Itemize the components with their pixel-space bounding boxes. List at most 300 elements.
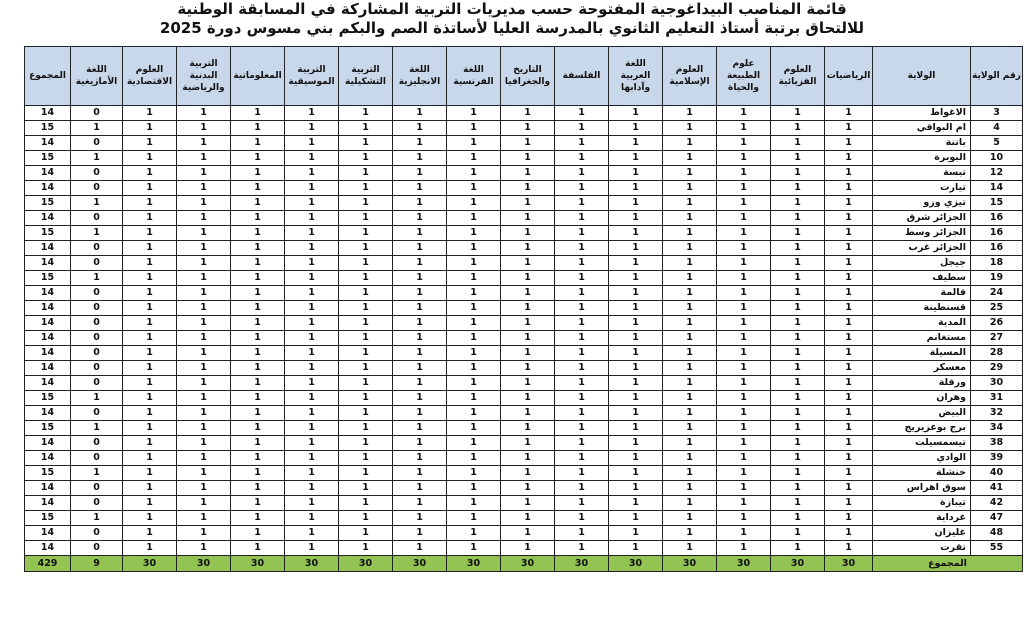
positions-cell: 1 — [447, 376, 501, 391]
positions-cell: 1 — [555, 151, 609, 166]
positions-cell: 1 — [339, 271, 393, 286]
positions-cell: 1 — [501, 226, 555, 241]
positions-cell: 1 — [177, 511, 231, 526]
positions-cell: 1 — [717, 346, 771, 361]
positions-cell: 1 — [339, 151, 393, 166]
positions-cell: 1 — [393, 211, 447, 226]
table-row — [25, 151, 1023, 166]
positions-cell: 1 — [123, 271, 177, 286]
positions-cell: 1 — [663, 496, 717, 511]
positions-cell: 1 — [177, 526, 231, 541]
positions-cell: 1 — [177, 301, 231, 316]
positions-cell: 1 — [393, 166, 447, 181]
wilaya-name-cell: الاغواط — [873, 106, 971, 121]
positions-cell: 1 — [231, 511, 285, 526]
positions-cell: 1 — [609, 241, 663, 256]
positions-cell: 1 — [501, 451, 555, 466]
positions-cell: 1 — [501, 481, 555, 496]
positions-cell: 1 — [285, 451, 339, 466]
column-header: اللغة العربية وآدابها — [609, 47, 663, 106]
positions-cell: 1 — [177, 346, 231, 361]
positions-cell: 1 — [717, 466, 771, 481]
positions-cell: 1 — [339, 121, 393, 136]
table-row — [25, 256, 1023, 271]
positions-cell: 1 — [609, 496, 663, 511]
positions-cell: 1 — [393, 376, 447, 391]
positions-cell: 1 — [717, 406, 771, 421]
positions-cell: 1 — [177, 106, 231, 121]
wilaya-code-cell: 4 — [971, 121, 1023, 136]
positions-cell: 1 — [501, 526, 555, 541]
positions-cell: 1 — [555, 106, 609, 121]
positions-cell: 1 — [123, 481, 177, 496]
positions-cell: 1 — [663, 526, 717, 541]
positions-cell: 1 — [447, 466, 501, 481]
positions-cell: 1 — [339, 211, 393, 226]
positions-cell: 1 — [393, 481, 447, 496]
positions-cell: 1 — [177, 136, 231, 151]
positions-cell: 1 — [393, 391, 447, 406]
positions-cell: 1 — [231, 361, 285, 376]
positions-cell: 1 — [339, 181, 393, 196]
positions-cell: 1 — [771, 121, 825, 136]
positions-cell: 1 — [285, 226, 339, 241]
positions-cell: 1 — [663, 301, 717, 316]
positions-cell: 1 — [825, 436, 873, 451]
positions-cell: 1 — [177, 196, 231, 211]
wilaya-name-cell: قسنطينة — [873, 301, 971, 316]
row-total-cell: 14 — [25, 496, 71, 511]
positions-cell: 1 — [717, 541, 771, 556]
positions-cell: 1 — [717, 496, 771, 511]
positions-cell: 1 — [717, 436, 771, 451]
positions-cell: 1 — [717, 181, 771, 196]
column-header: الولاية — [873, 47, 971, 106]
positions-cell: 1 — [501, 121, 555, 136]
wilaya-name-cell: غرداية — [873, 511, 971, 526]
wilaya-code-cell: 12 — [971, 166, 1023, 181]
row-total-cell: 15 — [25, 271, 71, 286]
table-row — [25, 301, 1023, 316]
positions-cell: 1 — [663, 376, 717, 391]
positions-cell: 1 — [177, 256, 231, 271]
positions-cell: 1 — [771, 526, 825, 541]
row-total-cell: 15 — [25, 196, 71, 211]
positions-cell: 1 — [393, 241, 447, 256]
positions-cell: 1 — [501, 106, 555, 121]
wilaya-code-cell: 28 — [971, 346, 1023, 361]
positions-cell: 1 — [663, 391, 717, 406]
positions-cell: 1 — [231, 166, 285, 181]
positions-cell: 1 — [339, 436, 393, 451]
positions-cell: 1 — [501, 376, 555, 391]
positions-cell: 1 — [609, 391, 663, 406]
column-header: علوم الطبيعة والحياة — [717, 47, 771, 106]
table-row — [25, 391, 1023, 406]
positions-cell: 1 — [339, 406, 393, 421]
positions-cell: 1 — [231, 151, 285, 166]
positions-cell: 1 — [501, 166, 555, 181]
amazigh-cell: 0 — [71, 241, 123, 256]
positions-cell: 1 — [663, 541, 717, 556]
positions-cell: 1 — [285, 286, 339, 301]
wilaya-code-cell: 3 — [971, 106, 1023, 121]
amazigh-cell: 0 — [71, 541, 123, 556]
positions-cell: 1 — [285, 481, 339, 496]
positions-cell: 1 — [825, 241, 873, 256]
table-row — [25, 181, 1023, 196]
positions-cell: 1 — [231, 331, 285, 346]
positions-cell: 1 — [663, 256, 717, 271]
positions-cell: 1 — [717, 166, 771, 181]
positions-cell: 1 — [339, 301, 393, 316]
positions-cell: 1 — [231, 196, 285, 211]
positions-cell: 1 — [285, 196, 339, 211]
positions-cell: 1 — [825, 451, 873, 466]
positions-cell: 1 — [393, 301, 447, 316]
wilaya-code-cell: 29 — [971, 361, 1023, 376]
table-row — [25, 376, 1023, 391]
positions-cell: 1 — [771, 511, 825, 526]
table-row — [25, 271, 1023, 286]
positions-cell: 1 — [825, 196, 873, 211]
positions-cell: 1 — [393, 316, 447, 331]
positions-cell: 1 — [285, 136, 339, 151]
positions-cell: 1 — [447, 286, 501, 301]
row-total-cell: 14 — [25, 526, 71, 541]
wilaya-code-cell: 15 — [971, 196, 1023, 211]
positions-cell: 1 — [555, 526, 609, 541]
positions-cell: 1 — [177, 151, 231, 166]
positions-cell: 1 — [717, 211, 771, 226]
wilaya-name-cell: باتنة — [873, 136, 971, 151]
positions-cell: 1 — [177, 331, 231, 346]
table-row — [25, 436, 1023, 451]
wilaya-code-cell: 55 — [971, 541, 1023, 556]
positions-cell: 1 — [447, 106, 501, 121]
positions-cell: 1 — [609, 376, 663, 391]
row-total-cell: 15 — [25, 421, 71, 436]
column-header: اللغة الفرنسية — [447, 47, 501, 106]
column-header: الفلسفة — [555, 47, 609, 106]
positions-cell: 1 — [285, 211, 339, 226]
positions-cell: 1 — [609, 301, 663, 316]
wilaya-code-cell: 14 — [971, 181, 1023, 196]
positions-cell: 1 — [123, 121, 177, 136]
positions-cell: 1 — [825, 286, 873, 301]
column-header: التربية البدنية والرياضية — [177, 47, 231, 106]
positions-cell: 1 — [177, 181, 231, 196]
positions-cell: 1 — [339, 106, 393, 121]
positions-cell: 1 — [771, 241, 825, 256]
table-row — [25, 496, 1023, 511]
wilaya-name-cell: تيارت — [873, 181, 971, 196]
total-cell: 30 — [609, 556, 663, 572]
column-header: المجموع — [25, 47, 71, 106]
positions-cell: 1 — [663, 511, 717, 526]
positions-cell: 1 — [393, 256, 447, 271]
positions-cell: 1 — [555, 436, 609, 451]
positions-cell: 1 — [231, 346, 285, 361]
total-cell: 30 — [663, 556, 717, 572]
amazigh-cell: 0 — [71, 166, 123, 181]
wilaya-code-cell: 25 — [971, 301, 1023, 316]
positions-cell: 1 — [771, 346, 825, 361]
positions-cell: 1 — [717, 451, 771, 466]
positions-cell: 1 — [393, 451, 447, 466]
positions-cell: 1 — [771, 196, 825, 211]
positions-cell: 1 — [663, 286, 717, 301]
table-header-row — [25, 47, 1023, 106]
positions-cell: 1 — [555, 331, 609, 346]
positions-cell: 1 — [177, 496, 231, 511]
positions-cell: 1 — [825, 466, 873, 481]
wilaya-code-cell: 16 — [971, 211, 1023, 226]
positions-cell: 1 — [771, 421, 825, 436]
positions-cell: 1 — [501, 136, 555, 151]
positions-cell: 1 — [393, 151, 447, 166]
positions-cell: 1 — [285, 331, 339, 346]
positions-cell: 1 — [717, 526, 771, 541]
positions-cell: 1 — [285, 421, 339, 436]
positions-cell: 1 — [123, 301, 177, 316]
positions-cell: 1 — [447, 211, 501, 226]
row-total-cell: 14 — [25, 376, 71, 391]
wilaya-code-cell: 26 — [971, 316, 1023, 331]
row-total-cell: 14 — [25, 181, 71, 196]
positions-cell: 1 — [393, 271, 447, 286]
total-cell: 30 — [825, 556, 873, 572]
positions-cell: 1 — [663, 331, 717, 346]
positions-cell: 1 — [231, 256, 285, 271]
positions-cell: 1 — [771, 436, 825, 451]
positions-cell: 1 — [825, 106, 873, 121]
positions-cell: 1 — [177, 166, 231, 181]
total-cell: 30 — [123, 556, 177, 572]
amazigh-cell: 1 — [71, 226, 123, 241]
positions-cell: 1 — [555, 226, 609, 241]
wilaya-name-cell: تقرت — [873, 541, 971, 556]
amazigh-cell: 0 — [71, 496, 123, 511]
positions-cell: 1 — [177, 241, 231, 256]
positions-cell: 1 — [231, 211, 285, 226]
total-label: المجموع — [873, 556, 1023, 572]
total-cell: 30 — [717, 556, 771, 572]
wilaya-name-cell: الوادي — [873, 451, 971, 466]
table-row — [25, 106, 1023, 121]
positions-cell: 1 — [663, 451, 717, 466]
positions-cell: 1 — [177, 211, 231, 226]
positions-cell: 1 — [609, 451, 663, 466]
positions-cell: 1 — [663, 166, 717, 181]
table-row — [25, 346, 1023, 361]
positions-cell: 1 — [501, 466, 555, 481]
positions-cell: 1 — [393, 106, 447, 121]
row-total-cell: 14 — [25, 361, 71, 376]
total-cell: 30 — [501, 556, 555, 572]
positions-cell: 1 — [825, 136, 873, 151]
column-header: المعلوماتية — [231, 47, 285, 106]
document-title-line-2: للالتحاق برتبة أستاذ التعليم الثانوي بالمدرسة العليا لأساتذة الصم والبكم بني مسوس دورة 2025 — [159, 19, 865, 37]
positions-cell: 1 — [663, 316, 717, 331]
row-total-cell: 15 — [25, 391, 71, 406]
positions-cell: 1 — [177, 436, 231, 451]
positions-cell: 1 — [609, 151, 663, 166]
positions-cell: 1 — [339, 466, 393, 481]
total-cell: 30 — [177, 556, 231, 572]
positions-cell: 1 — [555, 316, 609, 331]
positions-cell: 1 — [339, 241, 393, 256]
wilaya-code-cell: 41 — [971, 481, 1023, 496]
positions-cell: 1 — [447, 181, 501, 196]
positions-cell: 1 — [447, 406, 501, 421]
positions-cell: 1 — [231, 451, 285, 466]
table-row — [25, 226, 1023, 241]
positions-cell: 1 — [447, 316, 501, 331]
positions-cell: 1 — [771, 286, 825, 301]
positions-cell: 1 — [393, 226, 447, 241]
wilaya-name-cell: البيض — [873, 406, 971, 421]
amazigh-cell: 1 — [71, 271, 123, 286]
positions-cell: 1 — [447, 496, 501, 511]
column-header: التاريخ والجغرافيا — [501, 47, 555, 106]
positions-cell: 1 — [825, 121, 873, 136]
positions-cell: 1 — [555, 421, 609, 436]
row-total-cell: 14 — [25, 301, 71, 316]
positions-cell: 1 — [339, 136, 393, 151]
positions-cell: 1 — [123, 256, 177, 271]
positions-cell: 1 — [393, 541, 447, 556]
wilaya-code-cell: 19 — [971, 271, 1023, 286]
positions-cell: 1 — [339, 451, 393, 466]
positions-cell: 1 — [231, 316, 285, 331]
positions-cell: 1 — [447, 121, 501, 136]
wilaya-name-cell: غليزان — [873, 526, 971, 541]
positions-cell: 1 — [285, 151, 339, 166]
positions-cell: 1 — [447, 271, 501, 286]
positions-cell: 1 — [123, 316, 177, 331]
positions-cell: 1 — [555, 406, 609, 421]
table-row — [25, 316, 1023, 331]
wilaya-code-cell: 42 — [971, 496, 1023, 511]
wilaya-name-cell: ورقلة — [873, 376, 971, 391]
amazigh-cell: 0 — [71, 316, 123, 331]
positions-cell: 1 — [609, 406, 663, 421]
positions-cell: 1 — [501, 241, 555, 256]
positions-cell: 1 — [771, 181, 825, 196]
amazigh-cell: 0 — [71, 256, 123, 271]
positions-cell: 1 — [717, 376, 771, 391]
wilaya-code-cell: 38 — [971, 436, 1023, 451]
wilaya-code-cell: 24 — [971, 286, 1023, 301]
positions-cell: 1 — [231, 376, 285, 391]
wilaya-name-cell: تيسمسيلت — [873, 436, 971, 451]
positions-cell: 1 — [285, 316, 339, 331]
amazigh-cell: 0 — [71, 436, 123, 451]
positions-cell: 1 — [555, 346, 609, 361]
positions-cell: 1 — [231, 121, 285, 136]
positions-cell: 1 — [339, 331, 393, 346]
positions-cell: 1 — [825, 541, 873, 556]
positions-cell: 1 — [825, 151, 873, 166]
positions-cell: 1 — [771, 136, 825, 151]
positions-cell: 1 — [393, 121, 447, 136]
positions-cell: 1 — [825, 376, 873, 391]
row-total-cell: 14 — [25, 211, 71, 226]
positions-cell: 1 — [177, 286, 231, 301]
table-body — [25, 106, 1023, 572]
positions-cell: 1 — [717, 301, 771, 316]
positions-cell: 1 — [771, 211, 825, 226]
positions-cell: 1 — [339, 391, 393, 406]
positions-cell: 1 — [771, 271, 825, 286]
row-total-cell: 15 — [25, 511, 71, 526]
table-row — [25, 331, 1023, 346]
positions-cell: 1 — [447, 301, 501, 316]
table-row — [25, 451, 1023, 466]
amazigh-cell: 0 — [71, 481, 123, 496]
positions-cell: 1 — [231, 436, 285, 451]
wilaya-name-cell: مستغانم — [873, 331, 971, 346]
positions-cell: 1 — [771, 151, 825, 166]
positions-cell: 1 — [123, 136, 177, 151]
positions-cell: 1 — [771, 106, 825, 121]
table-row — [25, 361, 1023, 376]
positions-cell: 1 — [663, 361, 717, 376]
positions-cell: 1 — [501, 181, 555, 196]
positions-cell: 1 — [501, 151, 555, 166]
positions-cell: 1 — [609, 226, 663, 241]
table-row — [25, 166, 1023, 181]
wilaya-name-cell: المسيلة — [873, 346, 971, 361]
positions-cell: 1 — [339, 316, 393, 331]
positions-cell: 1 — [609, 361, 663, 376]
positions-cell: 1 — [447, 436, 501, 451]
row-total-cell: 14 — [25, 331, 71, 346]
total-cell: 30 — [393, 556, 447, 572]
positions-cell: 1 — [123, 421, 177, 436]
amazigh-cell: 0 — [71, 106, 123, 121]
positions-cell: 1 — [555, 286, 609, 301]
positions-cell: 1 — [609, 421, 663, 436]
positions-cell: 1 — [393, 496, 447, 511]
positions-cell: 1 — [177, 451, 231, 466]
positions-cell: 1 — [555, 136, 609, 151]
positions-cell: 1 — [231, 136, 285, 151]
positions-cell: 1 — [609, 196, 663, 211]
column-header: الرياضيات — [825, 47, 873, 106]
positions-cell: 1 — [231, 541, 285, 556]
positions-cell: 1 — [393, 196, 447, 211]
positions-cell: 1 — [285, 436, 339, 451]
amazigh-cell: 1 — [71, 421, 123, 436]
positions-cell: 1 — [501, 346, 555, 361]
column-header: التربية الموسيقية — [285, 47, 339, 106]
positions-cell: 1 — [501, 271, 555, 286]
positions-cell: 1 — [447, 541, 501, 556]
positions-cell: 1 — [339, 511, 393, 526]
positions-cell: 1 — [285, 256, 339, 271]
positions-cell: 1 — [447, 346, 501, 361]
positions-cell: 1 — [501, 316, 555, 331]
positions-cell: 1 — [825, 211, 873, 226]
wilaya-name-cell: الجزائر غرب — [873, 241, 971, 256]
wilaya-name-cell: معسكر — [873, 361, 971, 376]
positions-cell: 1 — [825, 271, 873, 286]
column-header: التربية التشكيلية — [339, 47, 393, 106]
positions-cell: 1 — [339, 481, 393, 496]
positions-cell: 1 — [177, 361, 231, 376]
